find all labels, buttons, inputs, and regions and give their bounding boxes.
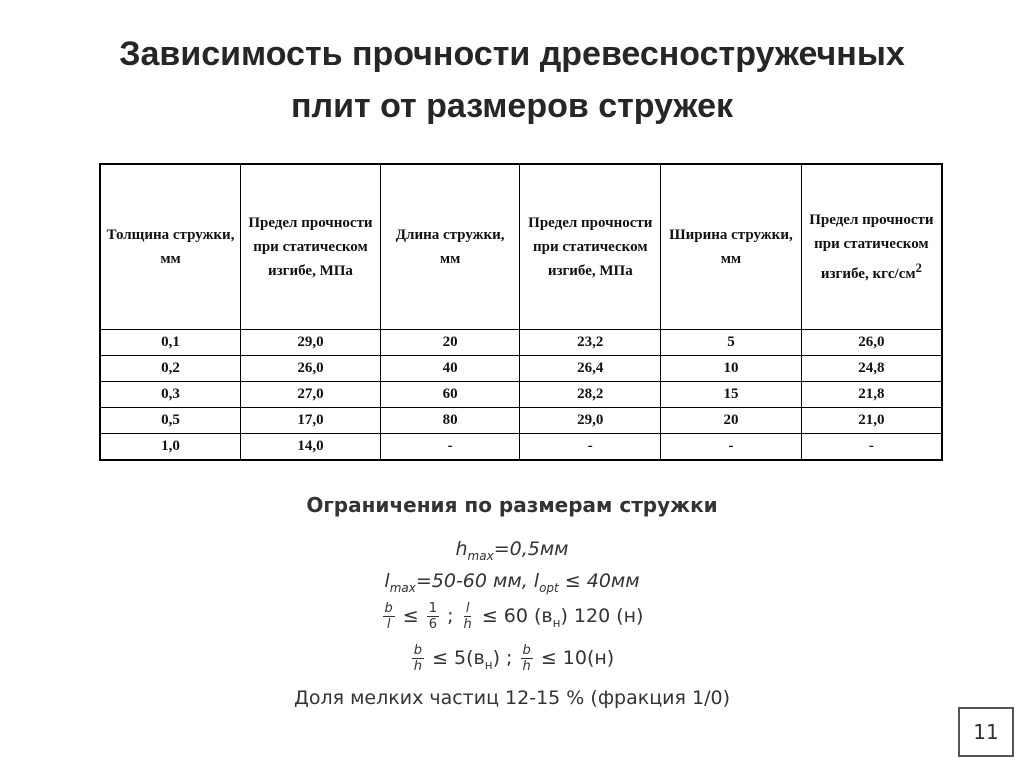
header-width: Ширина стружки, мм bbox=[661, 164, 802, 330]
header-strength-3 bbox=[801, 164, 942, 330]
table-row bbox=[100, 408, 942, 434]
ratio-limit-2: ≤ 5(в bbox=[426, 647, 485, 669]
table-cell: 28,2 bbox=[520, 382, 661, 408]
title-line-2: плит от размеров стружек bbox=[290, 87, 734, 125]
table-cell: - bbox=[520, 434, 661, 461]
table-cell: 29,0 bbox=[241, 330, 381, 356]
lmax-var: l bbox=[384, 570, 390, 592]
table-row bbox=[100, 434, 942, 461]
table-cell: 21,8 bbox=[801, 382, 942, 408]
table-row bbox=[100, 382, 942, 408]
ratio-limit-2-end: ) ; bbox=[492, 647, 519, 669]
table-cell: 20 bbox=[380, 330, 520, 356]
lmax-sub: max bbox=[389, 580, 416, 595]
lopt-var: l bbox=[533, 570, 540, 592]
hmax-var: h bbox=[455, 538, 468, 560]
slide-title bbox=[0, 28, 1024, 132]
fraction-l-h: $\frac{l}{h}$ bbox=[463, 601, 472, 632]
table-cell: 1,0 bbox=[100, 434, 241, 461]
header-strength-1: Предел прочности при статическом изгибе, МПа bbox=[241, 164, 381, 330]
table-cell: 15 bbox=[661, 382, 802, 408]
table-cell: - bbox=[661, 434, 802, 461]
le-sign-1: ≤ bbox=[396, 605, 425, 627]
table-cell: 14,0 bbox=[241, 434, 381, 461]
lopt-rest: ≤ 40мм bbox=[558, 570, 640, 592]
table-cell: 0,5 bbox=[100, 408, 241, 434]
table-cell: 20 bbox=[661, 408, 802, 434]
table-cell: 80 bbox=[380, 408, 520, 434]
table-cell: 0,1 bbox=[100, 330, 241, 356]
strength-table bbox=[99, 163, 943, 461]
ratio-limit-1: ≤ 60 (в bbox=[475, 605, 553, 627]
header-strength-2: Предел прочности при статическом изгибе, МПа bbox=[520, 164, 661, 330]
hmax-rest: =0,5мм bbox=[493, 538, 569, 560]
fraction-1-6: $\frac{1}{6}$ bbox=[428, 601, 438, 632]
table-cell: 5 bbox=[661, 330, 802, 356]
table-cell: - bbox=[801, 434, 942, 461]
table-cell: 23,2 bbox=[520, 330, 661, 356]
table-cell: 0,2 bbox=[100, 356, 241, 382]
table-cell: 40 bbox=[380, 356, 520, 382]
table-cell: 60 bbox=[380, 382, 520, 408]
ratio-limit-1-sub: н bbox=[552, 615, 561, 630]
table-body bbox=[100, 330, 942, 461]
title-line-1: Зависимость прочности древесностружечных bbox=[119, 35, 905, 73]
formula-hmax bbox=[0, 538, 1024, 563]
fraction-b-h-2: $\frac{b}{h}$ bbox=[522, 643, 531, 674]
table-row bbox=[100, 356, 942, 382]
table-cell: 26,4 bbox=[520, 356, 661, 382]
table-cell: 17,0 bbox=[241, 408, 381, 434]
fines-fraction-text: Доля мелких частиц 12-15 % (фракция 1/0) bbox=[294, 687, 730, 709]
separator-1: ; bbox=[441, 605, 460, 627]
table-cell: - bbox=[380, 434, 520, 461]
table-cell: 24,8 bbox=[801, 356, 942, 382]
header-strength-3-text: Предел прочности при статическом изгибе, кгс/см bbox=[809, 212, 934, 282]
lmax-rest: =50-60 мм, bbox=[415, 570, 534, 592]
table-cell: 27,0 bbox=[241, 382, 381, 408]
formula-ratios-1 bbox=[0, 601, 1024, 632]
formula-ratios-2 bbox=[0, 643, 1024, 674]
table-header-row bbox=[100, 164, 942, 330]
fraction-b-l: $\frac{b}{l}$ bbox=[384, 601, 393, 632]
table-row bbox=[100, 330, 942, 356]
hmax-sub: max bbox=[467, 548, 494, 563]
table-cell: 29,0 bbox=[520, 408, 661, 434]
formula-lmax bbox=[0, 570, 1024, 595]
table-cell: 26,0 bbox=[801, 330, 942, 356]
lopt-sub: opt bbox=[539, 580, 559, 595]
table-cell: 21,0 bbox=[801, 408, 942, 434]
constraints-heading: Ограничения по размерам стружки bbox=[306, 493, 718, 517]
ratio-limit-1-end: ) 120 (н) bbox=[560, 605, 644, 627]
fraction-b-h-1: $\frac{b}{h}$ bbox=[413, 643, 423, 674]
ratio-limit-2-sub: н bbox=[484, 657, 493, 672]
ratio-limit-3: ≤ 10(н) bbox=[534, 647, 615, 669]
table-cell: 26,0 bbox=[241, 356, 381, 382]
header-length: Длина стружки, мм bbox=[380, 164, 520, 330]
page-number: 11 bbox=[958, 707, 1014, 757]
table-cell: 0,3 bbox=[100, 382, 241, 408]
header-thickness: Толщина стружки, мм bbox=[100, 164, 241, 330]
header-strength-3-sup: 2 bbox=[915, 261, 922, 275]
table-cell: 10 bbox=[661, 356, 802, 382]
